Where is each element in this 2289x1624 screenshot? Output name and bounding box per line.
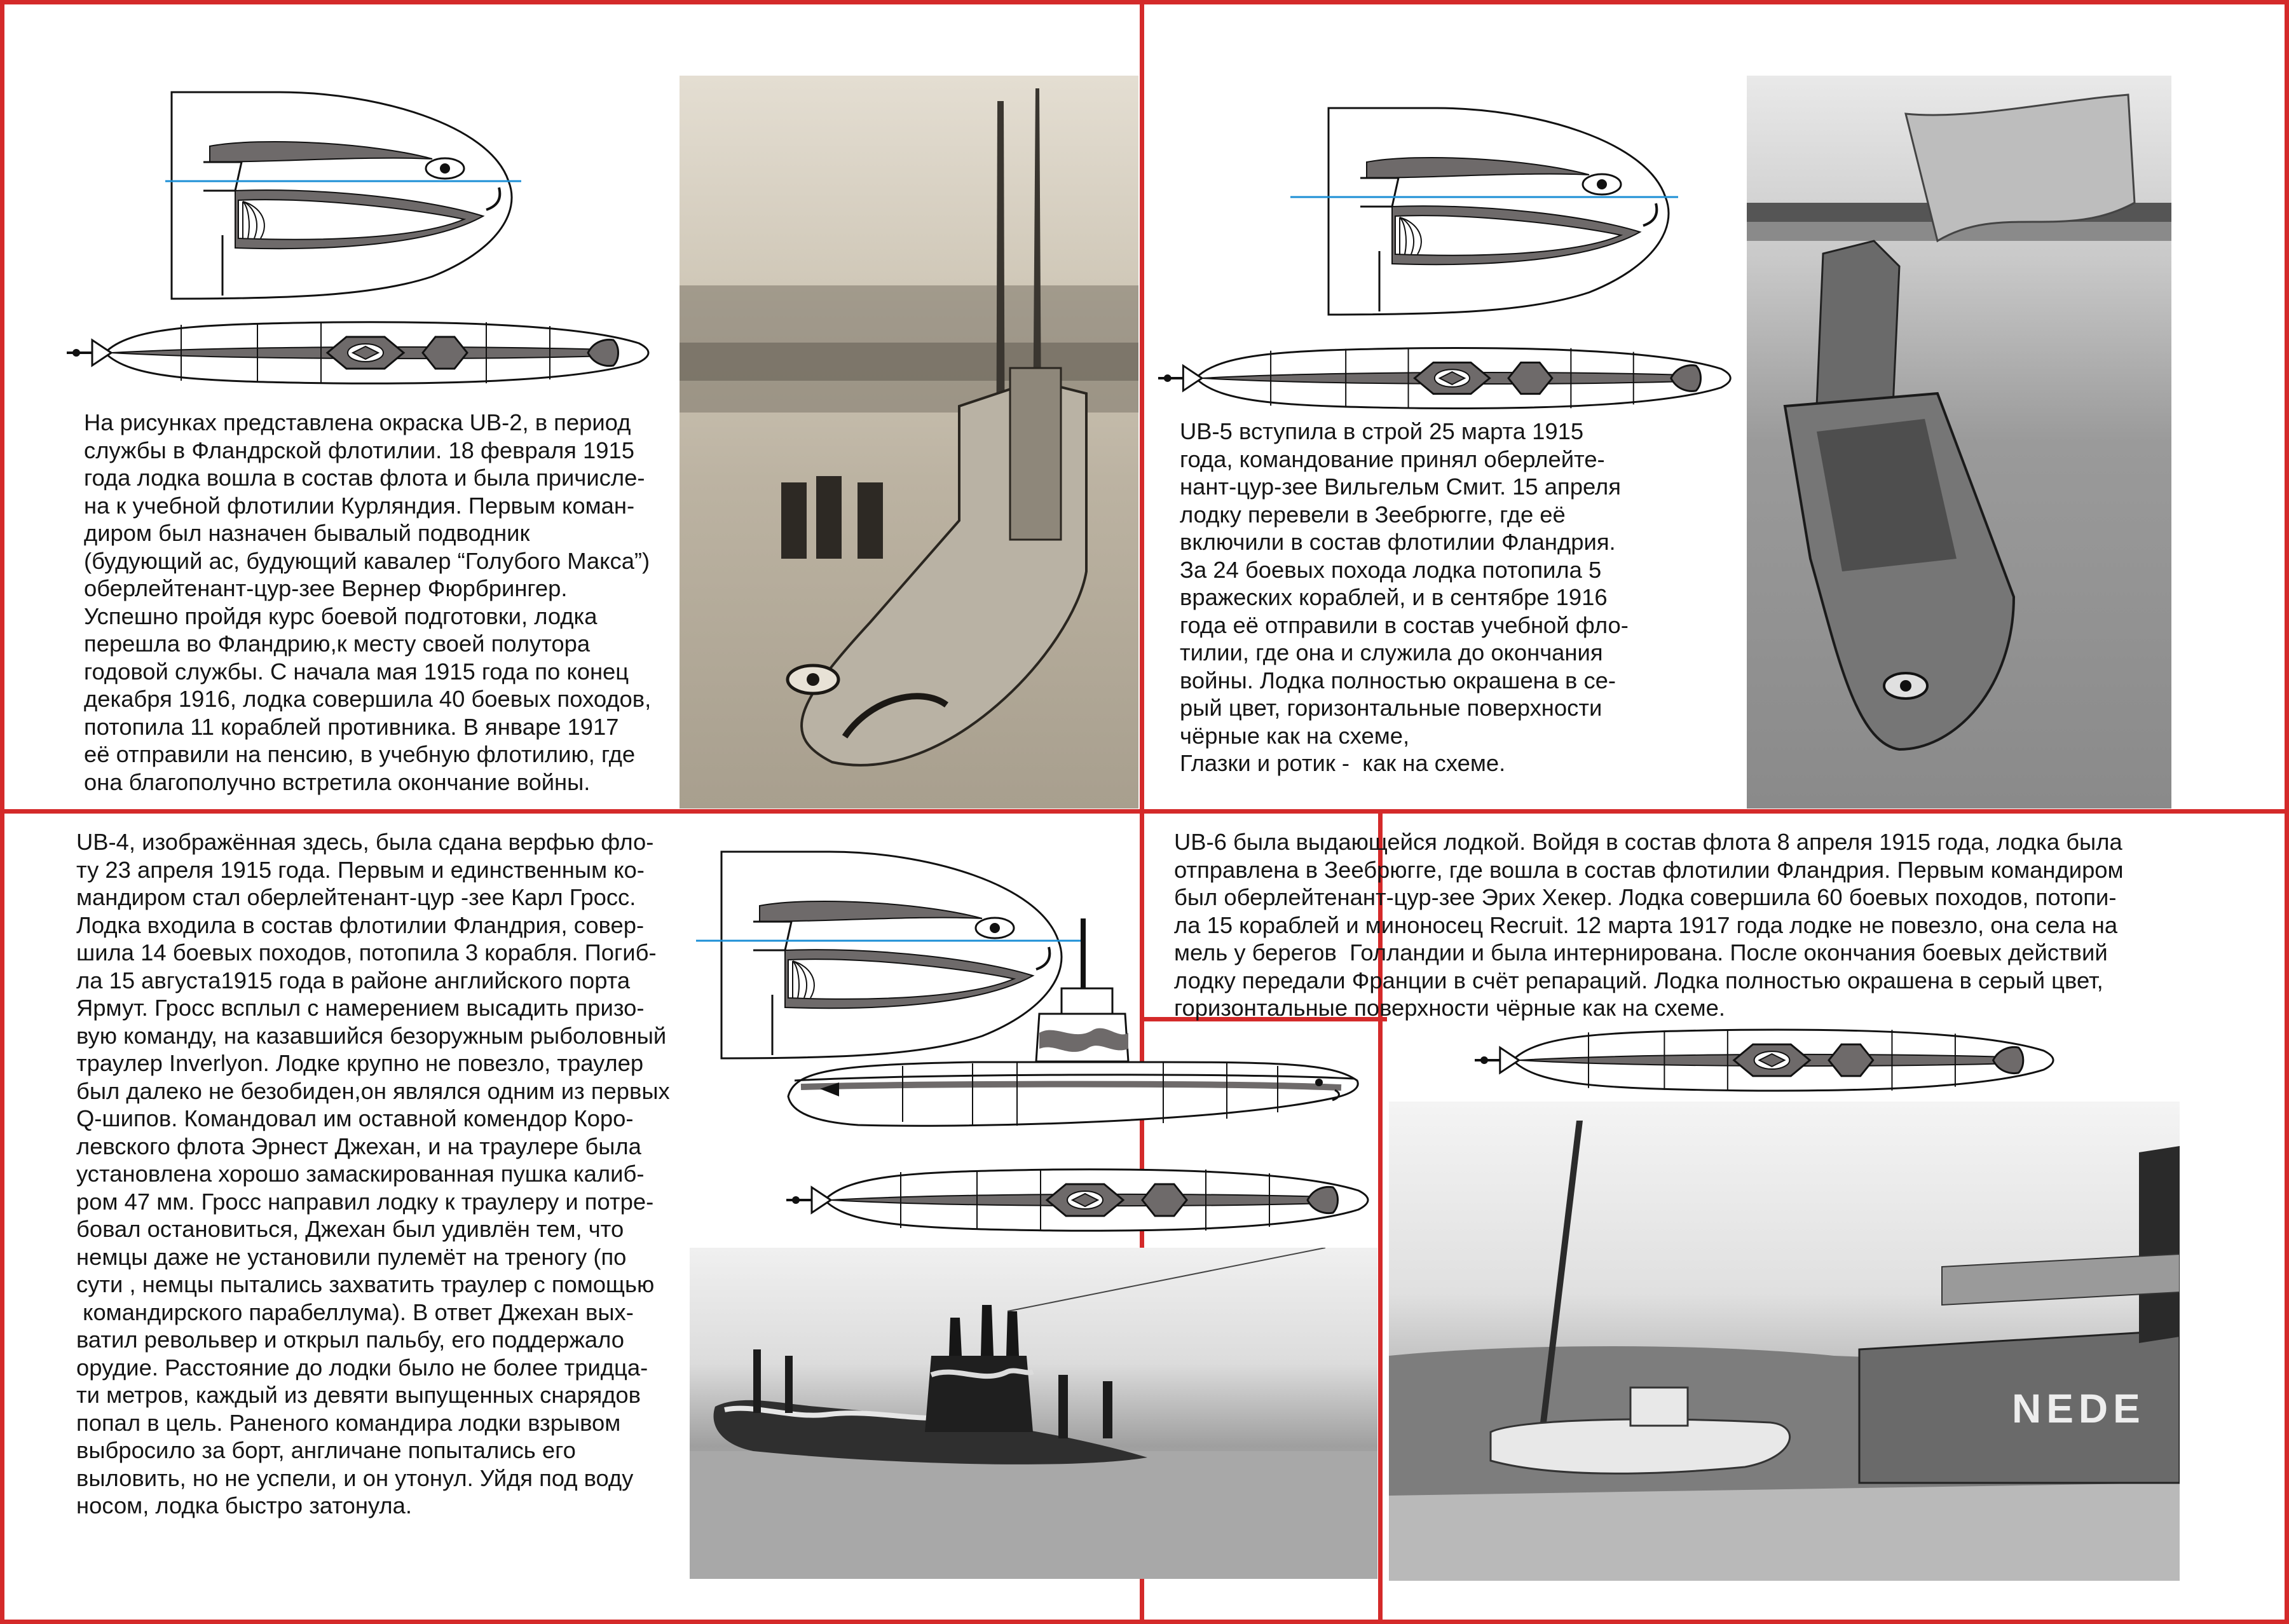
text-line: тилии, где она и служила до окончания (1180, 639, 1603, 665)
text-line: года, командование принял оберлейте- (1180, 446, 1605, 472)
text-line: ла 15 кораблей и миноносец Recruit. 12 марта 1917 года лодке не повезло, она села на (1174, 911, 2118, 938)
text-line: диром был назначен бывалый подводник (84, 520, 530, 546)
ub5-description (1180, 418, 1629, 777)
ub2-head-scheme (146, 86, 540, 302)
text-line: Успешно пройдя курс боевой подготовки, лодка (84, 603, 598, 629)
text-line: Ярмут. Гросс всплыл с намерением высадить призо- (76, 995, 645, 1021)
text-line: войны. Лодка полностью окрашена в се- (1180, 667, 1616, 693)
ub4-photo (690, 1248, 1377, 1579)
text-line: (будующий ас, будующий кавалер “Голубого Макса”) (84, 547, 650, 574)
text-line: ту 23 апреля 1915 года. Первым и единственным ко- (76, 856, 645, 883)
text-line: службы в Фландрской флотилии. 18 февраля 1915 (84, 437, 634, 463)
text-line: был оберлейтенант-цур-зее Эрих Хекер. Лодка совершила 60 боевых походов, потопи- (1174, 884, 2117, 910)
text-line: вражеских кораблей, и в сентябре 1916 (1180, 584, 1608, 610)
text-line: траулер Inverlyon. Лодке крупно не повезло, траулер (76, 1050, 644, 1076)
ub5-head-scheme (1309, 102, 1691, 318)
text-line: горизонтальные поверхности чёрные как на схеме. (1174, 995, 1726, 1021)
ub4-description (76, 828, 670, 1520)
text-line: орудие. Расстояние до лодки было не более тридца- (76, 1354, 648, 1381)
text-line: оберлейтенант-цур-зее Вернер Фюрбрингер. (84, 575, 568, 601)
text-line: она благополучно встретила окончание войны. (84, 768, 591, 795)
text-line: UB-4, изображённая здесь, была сдана верфью фло- (76, 829, 654, 855)
ub6-description (1174, 828, 2124, 1022)
ub6-photo (1389, 1102, 2180, 1581)
text-line: на к учебной флотилии Курляндия. Первым коман- (84, 492, 635, 519)
ub4-top-view-scheme (786, 1162, 1377, 1238)
text-line: ти метров, каждый из девяти выпущенных снарядов (76, 1382, 641, 1408)
text-line: её отправили на пенсию, в учебную флотилию, где (84, 741, 636, 767)
text-line: UB-5 вступила в строй 25 марта 1915 (1180, 418, 1584, 444)
text-line: лодку перевели в Зеебрюгге, где её (1180, 501, 1566, 528)
text-line: установлена хорошо замаскированная пушка калиб- (76, 1161, 645, 1187)
text-line: выловить, но не успели, и он утонул. Уйдя под воду (76, 1464, 634, 1491)
text-line: года её отправили в состав учебной фло- (1180, 611, 1629, 638)
text-line: бовал остановиться, Джехан был удивлён тем, что (76, 1216, 624, 1242)
text-line: ром 47 мм. Гросс направил лодку к траулеру и потре- (76, 1188, 654, 1215)
text-line: Q-шипов. Командовал им оставной комендор Коро- (76, 1105, 634, 1131)
text-line: ла 15 августа1915 года в районе английского порта (76, 967, 631, 993)
text-line: мандиром стал оберлейтенант-цур -зее Карл Гросс. (76, 884, 636, 910)
text-line: лодку передали Франции в счёт репараций. Лодка полностью окрашена в серый цвет, (1174, 967, 2103, 993)
text-line: попал в цель. Раненого командира лодки взрывом (76, 1409, 621, 1436)
text-line: нант-цур-зее Вильгельм Смит. 15 апреля (1180, 474, 1621, 500)
ub6-top-view-scheme (1475, 1022, 2063, 1098)
text-line: На рисунках представлена окраска UB-2, в период (84, 409, 631, 435)
text-line: UB-6 была выдающейся лодкой. Войдя в состав флота 8 апреля 1915 года, лодка была (1174, 829, 2122, 855)
text-line: вую команду, на казавшийся безоружным рыболовный (76, 1022, 667, 1049)
text-line: шила 14 боевых походов, потопила 3 корабля. Погиб- (76, 939, 657, 966)
text-line: перешла во Фландрию,к месту своей полутора (84, 631, 591, 657)
text-line: был далеко не безобиден,он являлся одним из первых (76, 1077, 670, 1104)
text-line: включили в состав флотилии Фландрия. (1180, 529, 1616, 555)
text-line: отправлена в Зеебрюгге, где вошла в состав флотилии Фландрия. Первым командиром (1174, 856, 2124, 883)
text-line: потопила 11 кораблей противника. В январе 1917 (84, 713, 619, 740)
text-line: Лодка входила в состав флотилии Фландрия, совер- (76, 911, 645, 938)
ub2-description (84, 409, 651, 796)
ub2-photo (680, 76, 1138, 809)
ub6-photo-hull-lettering: NEDE (2012, 1386, 2145, 1431)
text-line: чёрные как на схеме, (1180, 722, 1410, 749)
text-line: ватил револьвер и открыл пальбу, его поддержало (76, 1327, 625, 1353)
text-line: декабря 1916, лодка совершила 40 боевых походов, (84, 686, 652, 712)
ub5-photo (1747, 76, 2171, 809)
text-line: рый цвет, горизонтальные поверхности (1180, 695, 1602, 721)
ub5-top-view-scheme (1158, 340, 1740, 416)
ub2-top-view-scheme (67, 315, 658, 391)
text-line: Глазки и ротик - как на схеме. (1180, 750, 1506, 776)
text-line: сути , немцы пытались захватить траулер с помощью (76, 1271, 655, 1297)
text-line: года лодка вошла в состав флота и была причисле- (84, 465, 645, 491)
text-line: командирского парабеллума). В ответ Джехан вых- (76, 1299, 634, 1325)
text-line: левского флота Эрнест Джехан, и на траулере была (76, 1133, 641, 1159)
text-line: За 24 боевых похода лодка потопила 5 (1180, 556, 1602, 583)
text-line: мель у берегов Голландии и была интернирована. После окончания боевых действий (1174, 939, 2108, 966)
text-line: немцы даже не установили пулемёт на треногу (по (76, 1243, 627, 1270)
text-line: годовой службы. С начала мая 1915 года по конец (84, 658, 629, 685)
text-line: выбросило за борт, англичане попытались его (76, 1437, 576, 1463)
text-line: носом, лодка быстро затонула. (76, 1492, 412, 1518)
